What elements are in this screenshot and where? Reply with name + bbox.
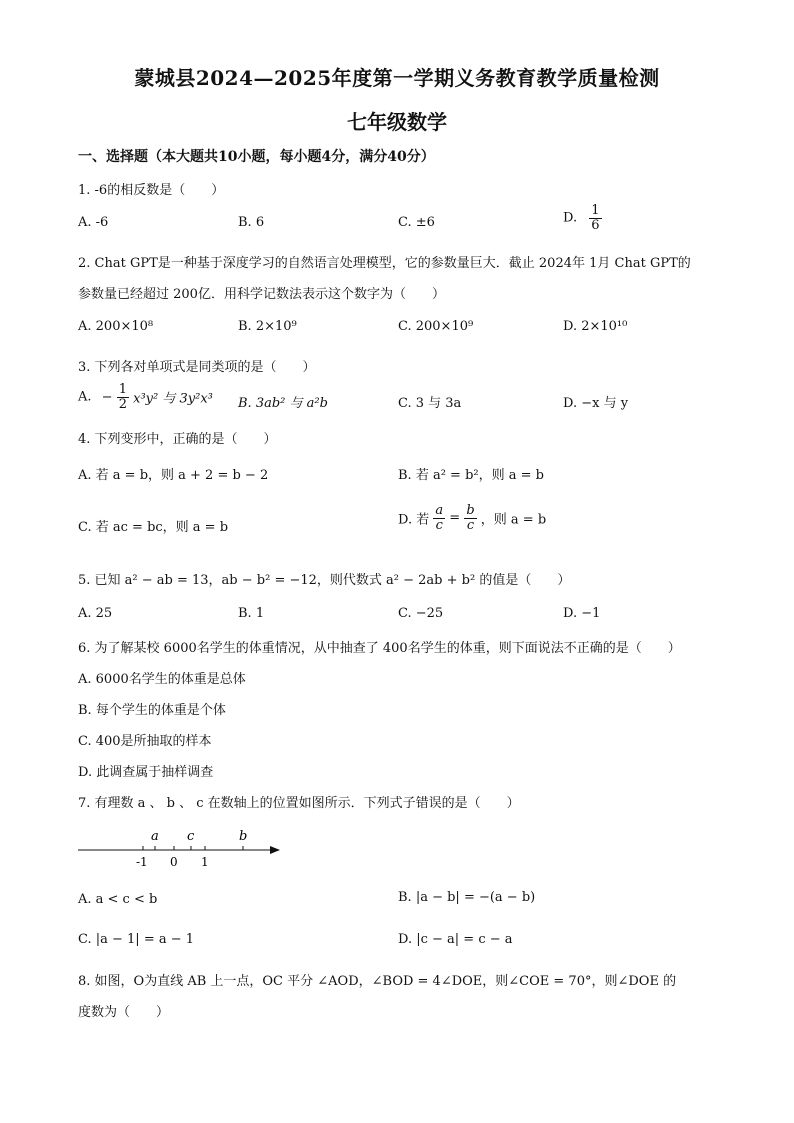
question-6-stem: 6. 为了解某校 6000名学生的体重情况，从中抽查了 400名学生的体重，则下面说法不正确的是（ ）	[78, 641, 681, 656]
section-heading: 一、选择题（本大题共10小题，每小题4分，满分40分）	[78, 149, 435, 165]
fraction	[589, 204, 601, 232]
exam-subtitle: 七年级数学	[347, 110, 447, 134]
q3-option-b: B. 3ab² 与 a²b	[238, 396, 328, 411]
q2-option-b: B. 2×10⁹	[238, 319, 297, 334]
question-4-stem: 4. 下列变形中，正确的是（ ）	[78, 432, 277, 447]
q5-option-b: B. 1	[238, 606, 265, 621]
q4-option-d-suffix: ，则 a = b	[480, 512, 547, 528]
numerator: 1	[118, 382, 127, 397]
fraction	[433, 504, 445, 532]
q1-option-a: A. -6	[78, 215, 109, 230]
q5-option-a: A. 25	[78, 606, 113, 621]
q6-option-d: D. 此调查属于抽样调查	[78, 765, 214, 780]
q5-option-c: C. −25	[398, 606, 444, 621]
question-5-stem: 5. 已知 a² − ab = 13，ab − b² = −12，则代数式 a² − 2ab + b² 的值是（ ）	[78, 573, 571, 588]
tick-label-minus-1: -1	[136, 855, 148, 869]
fraction	[117, 383, 129, 411]
q6-option-b: B. 每个学生的体重是个体	[78, 703, 226, 718]
q1-option-b: B. 6	[238, 215, 265, 230]
exam-title: 蒙城县2024—2025年度第一学期义务教育教学质量检测	[134, 66, 660, 90]
q4-option-a: A. 若 a = b，则 a + 2 = b − 2	[78, 468, 269, 483]
question-2-line-2: 参数量已经超过 200亿．用科学记数法表示这个数字为（ ）	[78, 287, 445, 302]
q7-option-d: D. |c − a| = c − a	[398, 932, 513, 947]
question-8-line-2: 度数为（ ）	[78, 1005, 170, 1020]
label-a: a	[151, 829, 159, 844]
denominator: c	[435, 517, 443, 533]
q4-option-d-prefix: D. 若	[398, 512, 430, 528]
fraction	[464, 504, 476, 532]
arrow-head-icon	[270, 846, 280, 854]
q1-option-d	[563, 204, 602, 232]
q2-option-a: A. 200×10⁸	[78, 319, 154, 334]
q3-option-a	[78, 383, 213, 411]
numerator: a	[435, 503, 444, 518]
q5-option-d: D. −1	[563, 606, 601, 621]
number-line-diagram	[70, 822, 290, 870]
tick-label-1: 1	[201, 855, 209, 869]
question-8-line-1: 8. 如图，O为直线 AB 上一点，OC 平分 ∠AOD，∠BOD = 4∠DOE，则∠COE = 70°，则∠DOE 的	[78, 974, 677, 989]
q4-option-b: B. 若 a² = b²，则 a = b	[398, 468, 544, 483]
q3-option-a-label: A.	[78, 389, 92, 405]
question-3-stem: 3. 下列各对单项式是同类项的是（ ）	[78, 360, 316, 375]
question-2-line-1: 2. Chat GPT是一种基于深度学习的自然语言处理模型，它的参数量巨大．截止 2024年 1月 Chat GPT的	[78, 256, 691, 271]
label-c: c	[187, 829, 195, 844]
numerator: b	[466, 503, 475, 518]
question-1-stem: 1. -6的相反数是（ ）	[78, 183, 225, 198]
q3-option-d: D. −x 与 y	[563, 396, 629, 411]
denominator: 6	[591, 217, 600, 233]
q1-option-d-label: D.	[563, 210, 578, 226]
q3-option-c: C. 3 与 3a	[398, 396, 462, 411]
q2-option-d: D. 2×10¹⁰	[563, 319, 628, 334]
q2-option-c: C. 200×10⁹	[398, 319, 474, 334]
q4-option-d	[398, 504, 546, 532]
minus-sign: −	[101, 389, 113, 405]
q4-option-c: C. 若 ac = bc，则 a = b	[78, 520, 229, 535]
q7-option-c: C. |a − 1| = a − 1	[78, 932, 195, 947]
q6-option-c: C. 400是所抽取的样本	[78, 734, 212, 749]
q1-option-c: C. ±6	[398, 215, 435, 230]
q3-option-a-expr: x³y² 与 3y²x³	[133, 391, 213, 407]
q7-option-b: B. |a − b| = −(a − b)	[398, 890, 536, 905]
q6-option-a: A. 6000名学生的体重是总体	[78, 672, 246, 687]
equals-sign: =	[449, 510, 461, 526]
label-b: b	[239, 829, 248, 844]
question-7-stem: 7. 有理数 a 、 b 、 c 在数轴上的位置如图所示．下列式子错误的是（ ）	[78, 796, 520, 811]
denominator: c	[466, 517, 475, 533]
denominator: 2	[118, 396, 127, 412]
numerator: 1	[591, 203, 600, 218]
tick-label-0: 0	[170, 855, 178, 869]
q7-option-a: A. a < c < b	[78, 892, 158, 907]
